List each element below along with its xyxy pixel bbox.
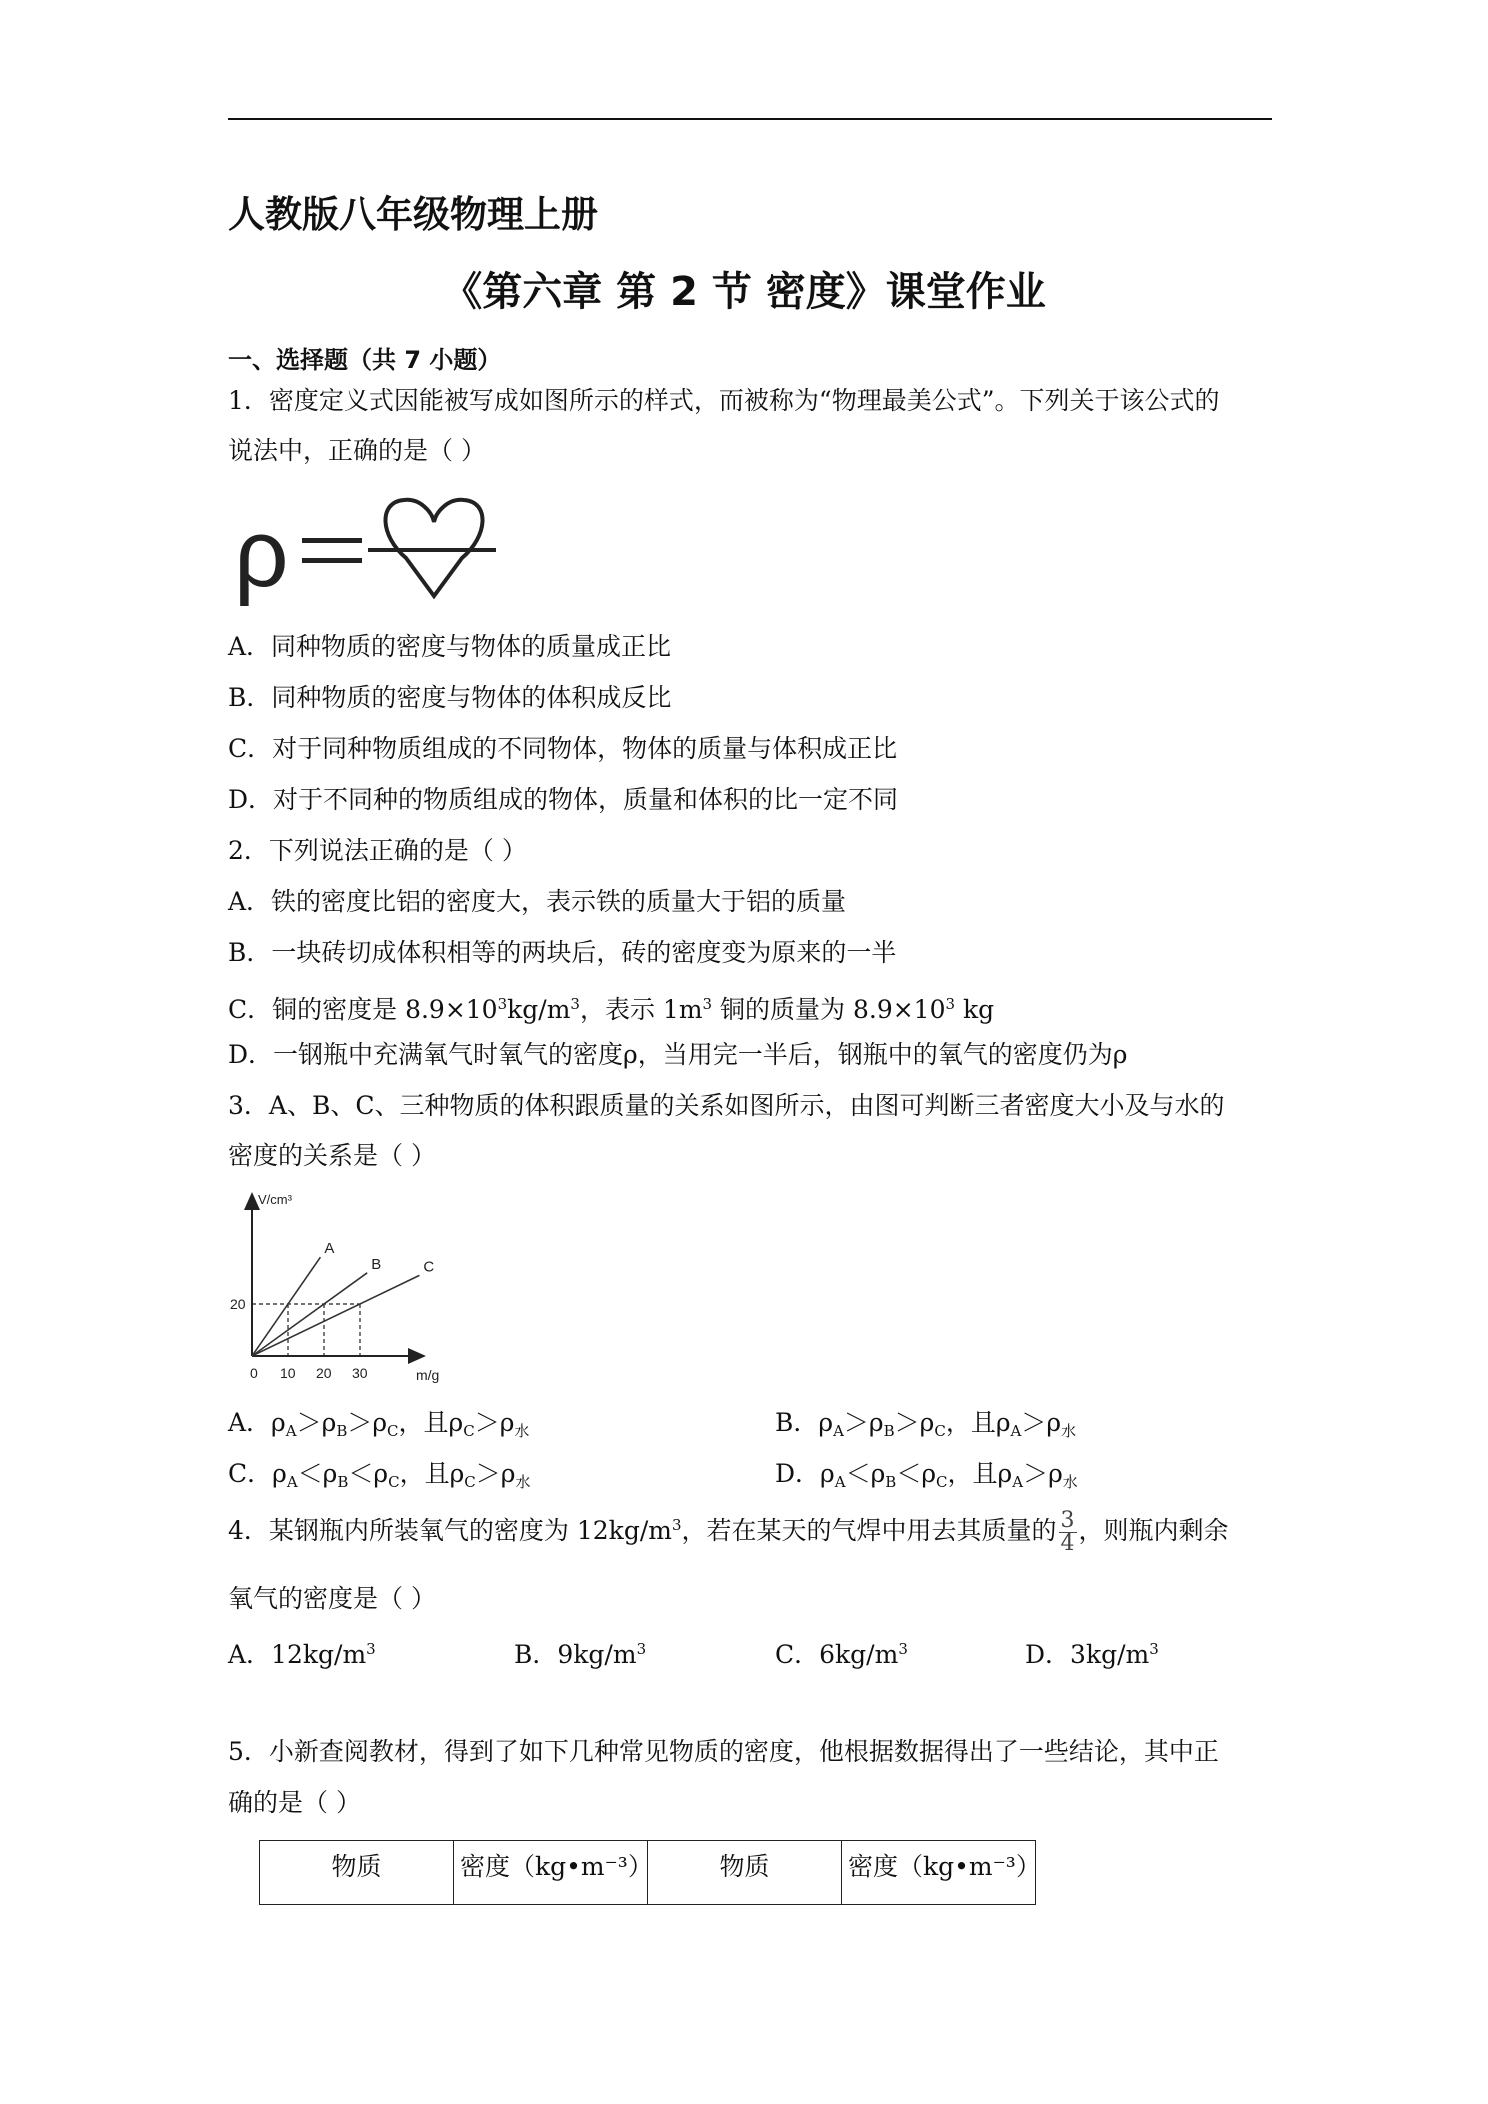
q3a-t0: A．ρ	[228, 1408, 286, 1437]
q3d-sub5: 水	[1062, 1473, 1078, 1491]
y-tick-label: 20	[230, 1296, 246, 1312]
document-subtitle: 《第六章 第 2 节 密度》课堂作业	[442, 269, 1046, 315]
q3b-t2: ＞ρ	[894, 1408, 935, 1437]
rho-glyph: ρ	[234, 500, 289, 607]
q3d-sub1: A	[834, 1473, 846, 1491]
q3a-sub1: A	[285, 1422, 297, 1440]
table-header-row	[260, 1841, 1036, 1905]
q2c-sup4: 3	[945, 995, 956, 1013]
q3d-t3: ，且ρ	[947, 1459, 1013, 1488]
q4-sup: 3	[671, 1516, 682, 1534]
q2-option-b: B．一块砖切成体积相等的两块后，砖的密度变为原来的一半	[228, 938, 897, 967]
q3c-sub5: 水	[515, 1473, 531, 1491]
q1-option-d: D．对于不同种的物质组成的物体，质量和体积的比一定不同	[228, 785, 899, 814]
q2c-sup2: 3	[570, 995, 580, 1013]
q3-option-b	[775, 1406, 1076, 1448]
q1-formula-figure	[228, 492, 508, 608]
q3a-sub4: C	[463, 1422, 475, 1440]
document-title: 人教版八年级物理上册	[228, 193, 598, 236]
q4-text2: ，若在某天的气焊中用去其质量的	[681, 1516, 1057, 1545]
q3c-sub4: C	[464, 1473, 476, 1491]
q3-option-c	[228, 1457, 531, 1499]
equals-bottom-bar	[302, 558, 362, 563]
q4-option-b	[514, 1632, 646, 1672]
section-heading: 一、选择题（共 7 小题）	[228, 346, 502, 374]
q4-text1: 4．某钢瓶内所装氧气的密度为 12kg/m	[228, 1516, 672, 1545]
q1-option-b: B．同种物质的密度与物体的体积成反比	[228, 683, 672, 712]
q4b-text: B．9kg/m	[514, 1640, 637, 1669]
q3d-sub2: B	[885, 1473, 897, 1491]
q4-fraction	[1059, 1510, 1077, 1555]
q3a-sub2: B	[336, 1422, 348, 1440]
q3a-sub3: C	[387, 1422, 399, 1440]
equals-top-bar	[302, 538, 362, 543]
q3d-t4: ＞ρ	[1023, 1459, 1063, 1488]
q5-stem-line2: 确的是（ ）	[228, 1788, 361, 1817]
q3d-t0: D．ρ	[775, 1459, 835, 1488]
q4a-sup: 3	[366, 1640, 376, 1658]
q3b-t0: B．ρ	[775, 1408, 834, 1437]
q2-option-a: A．铁的密度比铝的密度大，表示铁的质量大于铝的质量	[228, 887, 847, 916]
q3d-t1: ＜ρ	[845, 1459, 886, 1488]
fraction-numerator: 3	[1060, 1508, 1075, 1533]
q1-stem-line1: 1．密度定义式因能被写成如图所示的样式，而被称为“物理最美公式”。下列关于该公式的	[228, 386, 1220, 415]
table-header-cell: 物质	[260, 1841, 454, 1905]
q2c-text3: ，表示 1m	[579, 995, 703, 1024]
x-axis-label: m/g	[416, 1367, 440, 1383]
q3d-sub4: A	[1012, 1473, 1024, 1491]
fraction-bar	[368, 548, 496, 552]
q3b-sub2: B	[883, 1422, 895, 1440]
heart-icon	[385, 500, 482, 596]
q4-option-a	[228, 1632, 376, 1672]
q3b-t4: ＞ρ	[1021, 1408, 1062, 1437]
table-header-cell: 密度（kg•m⁻³）	[842, 1841, 1036, 1905]
q2c-sup3: 3	[702, 995, 713, 1013]
q3d-t2: ＜ρ	[896, 1459, 937, 1488]
q3c-sub1: A	[286, 1473, 298, 1491]
q4a-text: A．12kg/m	[228, 1640, 367, 1669]
q3a-t4: ＞ρ	[474, 1408, 515, 1437]
q2-option-d: D．一钢瓶中充满氧气时氧气的密度ρ，当用完一半后，钢瓶中的氧气的密度仍为ρ	[228, 1040, 1128, 1069]
q3a-sub5: 水	[514, 1422, 530, 1440]
q3a-t2: ＞ρ	[347, 1408, 388, 1437]
x-tick-label: 20	[316, 1365, 332, 1381]
q3c-t2: ＜ρ	[348, 1459, 389, 1488]
q3b-sub1: A	[833, 1422, 844, 1440]
q3b-sub5: 水	[1061, 1422, 1077, 1440]
q5-stem-line1: 5．小新查阅教材，得到了如下几种常见物质的密度，他根据数据得出了一些结论，其中正	[228, 1737, 1219, 1766]
q3c-sub3: C	[388, 1473, 400, 1491]
q3c-t4: ＞ρ	[475, 1459, 516, 1488]
q2-option-c	[228, 987, 994, 1027]
q3d-sub3: C	[936, 1473, 948, 1491]
q3-option-d	[775, 1457, 1078, 1499]
series-label-b: B	[371, 1255, 382, 1273]
series-line-b	[252, 1273, 367, 1356]
q3c-sub2: B	[337, 1473, 349, 1491]
q3b-sub4: A	[1010, 1422, 1022, 1440]
q3b-t3: ，且ρ	[945, 1408, 1011, 1437]
x-tick-label: 10	[280, 1365, 296, 1381]
q2c-text5: kg	[955, 995, 995, 1024]
q3b-sub3: C	[934, 1422, 946, 1440]
series-label-c: C	[423, 1258, 435, 1276]
q4c-sup: 3	[898, 1640, 908, 1658]
q1-option-c: C．对于同种物质组成的不同物体，物体的质量与体积成正比	[228, 734, 898, 763]
fraction-denominator: 4	[1060, 1531, 1075, 1556]
q3-stem-line2: 密度的关系是（ ）	[228, 1141, 436, 1170]
q4-stem-line2: 氧气的密度是（ ）	[228, 1584, 436, 1613]
table-header-cell: 物质	[648, 1841, 842, 1905]
series-line-a	[252, 1257, 320, 1356]
q4-option-c	[775, 1632, 908, 1672]
q4-text3: ，则瓶内剩余	[1078, 1516, 1229, 1545]
y-axis-label: V/cm³	[258, 1192, 292, 1207]
q1-stem-line2: 说法中，正确的是（ ）	[228, 436, 486, 465]
q3-option-a	[228, 1406, 529, 1448]
q4-option-d	[1025, 1632, 1159, 1672]
q4-stem-line1	[228, 1508, 1229, 1555]
series-label-a: A	[324, 1240, 335, 1258]
q3c-t1: ＜ρ	[297, 1459, 338, 1488]
x-tick-label: 30	[352, 1365, 368, 1381]
q3-stem-line1: 3．A、B、C、三种物质的体积跟质量的关系如图所示，由图可判断三者密度大小及与水的	[228, 1091, 1225, 1120]
q3c-t0: C．ρ	[228, 1459, 287, 1488]
q4d-text: D．3kg/m	[1025, 1640, 1150, 1669]
q2c-text4: 铜的质量为 8.9×10	[712, 995, 946, 1024]
series-line-c	[252, 1275, 419, 1356]
q2c-sup1: 3	[497, 995, 508, 1013]
q4d-sup: 3	[1149, 1640, 1159, 1658]
header-rule	[228, 118, 1272, 120]
q2-stem: 2．下列说法正确的是（ ）	[228, 836, 527, 865]
q4c-text: C．6kg/m	[775, 1640, 899, 1669]
density-table	[259, 1840, 1041, 1905]
q1-option-a: A．同种物质的密度与物体的质量成正比	[228, 632, 672, 661]
x-tick-label: 0	[250, 1365, 258, 1381]
q3a-t1: ＞ρ	[296, 1408, 337, 1437]
q4b-sup: 3	[636, 1640, 647, 1658]
q3c-t3: ，且ρ	[399, 1459, 465, 1488]
volume-mass-chart	[228, 1186, 458, 1386]
q3a-t3: ，且ρ	[398, 1408, 464, 1437]
table-header-cell: 密度（kg•m⁻³）	[454, 1841, 648, 1905]
q2c-text1: C．铜的密度是 8.9×10	[228, 995, 498, 1024]
q3b-t1: ＞ρ	[843, 1408, 884, 1437]
q2c-text2: kg/m	[507, 995, 571, 1024]
